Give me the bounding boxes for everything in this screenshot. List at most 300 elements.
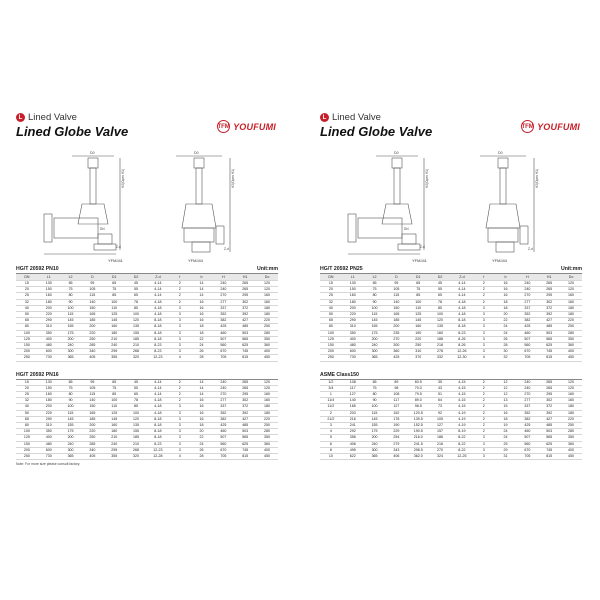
table-cell: 24 <box>191 441 213 447</box>
table-cell: 4-18 <box>451 305 473 311</box>
table-cell: 180 <box>256 312 278 318</box>
table-cell: 25 <box>320 293 342 299</box>
table-cell: 2 <box>473 404 495 410</box>
table-cell: 160 <box>256 398 278 404</box>
table-cell: 16 <box>191 410 213 416</box>
table-cell: 15 <box>495 404 517 410</box>
table-cell: 8-18 <box>147 429 169 435</box>
table-cell: 382 <box>516 318 538 324</box>
table-cell: 485 <box>538 324 560 330</box>
table-cell: 140 <box>81 398 103 404</box>
table-cell: 3 <box>320 423 342 429</box>
table-cell: 2 <box>473 380 495 386</box>
column-header: H <box>212 274 234 281</box>
table-cell: 18 <box>495 416 517 422</box>
table-cell: 180 <box>560 305 582 311</box>
table-cell: 4-14 <box>147 385 169 391</box>
table-cell: 392 <box>234 410 256 416</box>
table-cell: 25 <box>16 293 38 299</box>
table-cell: 560 <box>212 343 234 349</box>
table-cell: 28 <box>495 343 517 349</box>
table-cell: 20 <box>191 429 213 435</box>
table-cell: 480 <box>38 343 60 349</box>
table-cell: 372 <box>538 305 560 311</box>
table-cell: 240 <box>516 385 538 391</box>
table-cell: 270 <box>516 392 538 398</box>
table-cell: 14 <box>191 385 213 391</box>
table-cell: 460 <box>212 330 234 336</box>
table-cell: 80 <box>364 392 386 398</box>
table-cell: 507 <box>212 336 234 342</box>
table-cell: 200 <box>81 324 103 330</box>
table-cell: 16 <box>191 312 213 318</box>
table-cell: 26 <box>495 336 517 342</box>
table-cell: 8-18 <box>451 318 473 324</box>
table-cell: 8 <box>320 447 342 453</box>
table-cell: 19 <box>495 423 517 429</box>
table-cell: 290 <box>342 318 364 324</box>
table-cell: 360 <box>560 441 582 447</box>
table-cell: 250 <box>16 454 38 460</box>
table-cell: 55 <box>429 287 451 293</box>
table-cell: 8-19 <box>451 429 473 435</box>
table-cell: 310 <box>407 349 429 355</box>
table-cell: 12-28 <box>147 454 169 460</box>
table-cell: 22 <box>495 318 517 324</box>
table-cell: 8-23 <box>147 441 169 447</box>
table-cell: 130 <box>342 281 364 287</box>
table-cell: 14 <box>191 287 213 293</box>
table-cell: 145 <box>103 416 125 422</box>
table-cell: 240 <box>212 287 234 293</box>
table-cell: 150 <box>320 343 342 349</box>
table-cell: 98 <box>385 385 407 391</box>
page-title: Lined Globe Valve <box>320 124 433 139</box>
table-cell: 115 <box>364 312 386 318</box>
table-cell: 8-18 <box>147 423 169 429</box>
zd-label: Z-d <box>528 247 533 251</box>
table-cell: 65 <box>407 281 429 287</box>
table-cell: 90 <box>60 398 82 404</box>
table-cell: 352 <box>516 410 538 416</box>
column-header: L1 <box>342 274 364 281</box>
table-cell: 277 <box>516 299 538 305</box>
table-cell: 8-18 <box>147 330 169 336</box>
table-cell: 16 <box>495 281 517 287</box>
table-cell: 278 <box>429 349 451 355</box>
table-cell: 4-18 <box>147 312 169 318</box>
table-cell: 18 <box>191 423 213 429</box>
table-cell: 279 <box>385 441 407 447</box>
table-cell: 2 <box>473 410 495 416</box>
table-cell: 11/2 <box>320 404 342 410</box>
table-cell: 75 <box>60 287 82 293</box>
table-cell: 145 <box>364 416 386 422</box>
table-cell: 28 <box>191 355 213 361</box>
table-cell: 277 <box>212 398 234 404</box>
table-cell: 32 <box>320 299 342 305</box>
table-cell: 180 <box>103 429 125 435</box>
table-cell: 425 <box>516 423 538 429</box>
table-cell: 200 <box>60 336 82 342</box>
table-cell: 352 <box>516 312 538 318</box>
table-cell: 5 <box>320 435 342 441</box>
table-cell: 295 <box>538 293 560 299</box>
table-cell: 92 <box>429 410 451 416</box>
table-cell: 250 <box>256 324 278 330</box>
table-cell: 3 <box>169 324 191 330</box>
table-cell: 165 <box>81 410 103 416</box>
table-cell: 80 <box>16 423 38 429</box>
table-cell: 200 <box>342 305 364 311</box>
table-cell: 120 <box>560 287 582 293</box>
table-cell: 3 <box>169 318 191 324</box>
table-cell: 240 <box>60 343 82 349</box>
footnote: Note: For more size please consult factory. <box>16 462 81 467</box>
d0-label: D0 <box>394 151 399 155</box>
column-header: D2 <box>429 274 451 281</box>
table-cell: 370 <box>407 355 429 361</box>
table-cell: 65 <box>429 293 451 299</box>
table-cell: 745 <box>538 349 560 355</box>
table-cell: 2 <box>320 410 342 416</box>
table-cell: 365 <box>364 355 386 361</box>
table-cell: 705 <box>516 355 538 361</box>
table-cell: 3/4 <box>320 385 342 391</box>
table-cell: 8-26 <box>451 336 473 342</box>
table-cell: 50 <box>16 312 38 318</box>
table-cell: 210 <box>103 336 125 342</box>
brand-mark-icon: L <box>320 113 329 122</box>
table-cell: 80 <box>320 324 342 330</box>
table-cell: 4 <box>169 454 191 460</box>
table-cell: 406 <box>342 441 364 447</box>
catalog-page-left <box>16 112 278 466</box>
table-cell: 365 <box>60 355 82 361</box>
table-cell: 180 <box>38 398 60 404</box>
table-cell: 280 <box>256 429 278 435</box>
table-cell: 324 <box>429 454 451 460</box>
table-cell: 250 <box>560 324 582 330</box>
column-header: b <box>495 274 517 281</box>
table-cell: 8-18 <box>451 324 473 330</box>
table-cell: 229 <box>385 429 407 435</box>
table-cell: 3 <box>473 454 495 460</box>
table-cell: 350 <box>560 435 582 441</box>
table-cell: 495 <box>342 447 364 453</box>
table-cell: 110 <box>407 305 429 311</box>
table-cell: 4-15 <box>451 398 473 404</box>
table-cell: 4 <box>320 429 342 435</box>
brand-logo <box>217 120 276 133</box>
table-cell: 31 <box>495 454 517 460</box>
table-cell: 12-26 <box>451 349 473 355</box>
table-cell: 115 <box>81 392 103 398</box>
table-cell: 185 <box>81 318 103 324</box>
table-cell: 360 <box>256 343 278 349</box>
table-cell: 365 <box>364 454 386 460</box>
table-cell: 100 <box>16 330 38 336</box>
table-cell: 240 <box>364 441 386 447</box>
table-cell: 65 <box>364 281 386 287</box>
table-row <box>16 355 278 361</box>
table-cell: 400 <box>38 435 60 441</box>
table-cell: 12 <box>495 392 517 398</box>
table-cell: 815 <box>538 355 560 361</box>
table-cell: 503 <box>538 429 560 435</box>
table-cell: 2 <box>473 429 495 435</box>
table-cell: 100 <box>407 299 429 305</box>
table-cell: 3 <box>169 410 191 416</box>
table-cell: 14 <box>191 281 213 287</box>
table-cell: 405 <box>81 454 103 460</box>
table-cell: 73 <box>429 404 451 410</box>
table-cell: 35 <box>429 380 451 386</box>
table-cell: 10 <box>320 454 342 460</box>
table-cell: 4-18 <box>147 404 169 410</box>
table-cell: 1/2 <box>320 380 342 386</box>
table-cell: 360 <box>560 343 582 349</box>
table-cell: 185 <box>385 318 407 324</box>
table-cell: 100 <box>103 299 125 305</box>
table-cell: 100 <box>125 410 147 416</box>
table-cell: 130 <box>38 380 60 386</box>
table-cell: 3 <box>473 435 495 441</box>
table-cell: 135 <box>125 423 147 429</box>
table-cell: 65 <box>320 318 342 324</box>
table-cell: 300 <box>364 349 386 355</box>
table-cell: 180 <box>560 410 582 416</box>
table-cell: 12 <box>495 385 517 391</box>
table-cell: 16 <box>191 318 213 324</box>
table-cell: 250 <box>81 336 103 342</box>
table-cell: 160 <box>256 392 278 398</box>
table-cell: 160 <box>560 392 582 398</box>
table-cell: 425 <box>516 324 538 330</box>
table-cell: 14 <box>191 392 213 398</box>
table-cell: 13 <box>495 398 517 404</box>
tfm-logo-icon: TFM <box>217 120 230 133</box>
table-cell: 8-18 <box>147 435 169 441</box>
table-cell: 360 <box>256 441 278 447</box>
table-cell: 705 <box>212 355 234 361</box>
table-heading <box>16 371 278 378</box>
brand-mark-icon: L <box>16 113 25 122</box>
table-cell: 105 <box>385 287 407 293</box>
table-cell: 160 <box>38 392 60 398</box>
table-cell: 450 <box>256 355 278 361</box>
table-cell: 12-23 <box>147 447 169 453</box>
table-cell: 100 <box>125 312 147 318</box>
table-cell: 265 <box>234 287 256 293</box>
table-cell: 145 <box>60 318 82 324</box>
table-cell: 155 <box>364 324 386 330</box>
table-cell: 565 <box>538 336 560 342</box>
table-cell: 125 <box>16 336 38 342</box>
table-cell: 270 <box>516 293 538 299</box>
table-cell: 565 <box>538 435 560 441</box>
column-header: b <box>191 274 213 281</box>
table-cell: 2 <box>473 392 495 398</box>
table-cell: 115 <box>385 293 407 299</box>
table-cell: 78 <box>125 398 147 404</box>
table-cell: 265 <box>538 281 560 287</box>
h-open-label: H2(Open H1) <box>121 169 125 188</box>
table-cell: 240 <box>212 380 234 386</box>
table-cell: 16 <box>495 410 517 416</box>
table-cell: 350 <box>342 330 364 336</box>
table-cell: 507 <box>212 435 234 441</box>
table-cell: 165 <box>342 404 364 410</box>
table-cell: 200 <box>60 435 82 441</box>
table-cell: 216.0 <box>407 435 429 441</box>
header-category: Lined Valve <box>332 112 381 123</box>
table-cell: 730 <box>38 454 60 460</box>
table-cell: 350 <box>38 330 60 336</box>
table-cell: 150 <box>16 441 38 447</box>
table-cell: 220 <box>407 336 429 342</box>
table-cell: 16 <box>495 293 517 299</box>
column-header: Do <box>256 274 278 281</box>
h-open-label: H2(Open H1) <box>231 169 235 188</box>
table-cell: 3 <box>169 349 191 355</box>
table-cell: 2 <box>473 287 495 293</box>
table-cell: 200 <box>16 349 38 355</box>
table-cell: 190 <box>385 423 407 429</box>
header-category: Lined Valve <box>28 112 77 123</box>
table-cell: 2 <box>473 423 495 429</box>
table-cell: 350 <box>560 336 582 342</box>
table-cell: 285 <box>81 441 103 447</box>
table-cell: 150 <box>38 385 60 391</box>
table-cell: 75 <box>103 287 125 293</box>
table-cell: 2 <box>473 398 495 404</box>
page-header <box>320 112 582 148</box>
table-cell: 3 <box>169 312 191 318</box>
table-cell: 85 <box>103 293 125 299</box>
table-cell: 220 <box>560 416 582 422</box>
table-cell: 75 <box>103 385 125 391</box>
table-cell: 2 <box>473 416 495 422</box>
model-label: YFMJ44 <box>492 258 507 263</box>
table-cell: 145 <box>364 318 386 324</box>
table-cell: 8-23 <box>147 343 169 349</box>
table-cell: 382 <box>212 416 234 422</box>
table-cell: 188 <box>429 336 451 342</box>
table-cell: 320 <box>125 355 147 361</box>
table-cell: 30 <box>495 349 517 355</box>
table-cell: 160 <box>560 293 582 299</box>
table-cell: 356 <box>342 435 364 441</box>
unit-label: Unit:mm <box>560 266 582 272</box>
table-cell: 2 <box>169 380 191 386</box>
table-cell: 392 <box>538 312 560 318</box>
table-cell: 100 <box>16 429 38 435</box>
table-cell: 4-15 <box>451 385 473 391</box>
table-cell: 65 <box>60 281 82 287</box>
table-cell: 55 <box>125 385 147 391</box>
column-header: H1 <box>234 274 256 281</box>
model-label: YFMJ44 <box>188 258 203 263</box>
table-cell: 60.5 <box>407 380 429 386</box>
table-cell: 16 <box>191 305 213 311</box>
table-cell: 425 <box>385 355 407 361</box>
column-header: H <box>516 274 538 281</box>
table-cell: 89.0 <box>407 398 429 404</box>
table-cell: 160 <box>560 299 582 305</box>
table-cell: 85 <box>125 305 147 311</box>
table-cell: 127 <box>342 392 364 398</box>
table-cell: 3 <box>473 305 495 311</box>
table-cell: 400 <box>38 336 60 342</box>
table-cell: 100 <box>103 398 125 404</box>
h-open-label: H2(Open H1) <box>535 169 539 188</box>
table-cell: 160 <box>429 330 451 336</box>
table-cell: 337 <box>516 404 538 410</box>
table-cell: 560 <box>516 343 538 349</box>
table-cell: 145 <box>103 318 125 324</box>
table-cell: 405 <box>81 355 103 361</box>
table-cell: 290 <box>38 416 60 422</box>
table-cell: 220 <box>560 318 582 324</box>
table-cell: 507 <box>516 435 538 441</box>
table-cell: 65 <box>364 380 386 386</box>
table-cell: 480 <box>38 441 60 447</box>
table-heading <box>16 265 278 272</box>
table-cell: 8-26 <box>451 343 473 349</box>
table-cell: 145 <box>407 318 429 324</box>
table-cell: 270 <box>429 447 451 453</box>
table-cell: 40 <box>16 404 38 410</box>
table-cell: 157 <box>429 429 451 435</box>
table-cell: 79.5 <box>407 392 429 398</box>
table-title: HG/T 20592 PN25 <box>320 266 363 272</box>
table-cell: 115 <box>364 410 386 416</box>
table-cell: 18 <box>191 324 213 330</box>
table-cell: 105 <box>81 287 103 293</box>
table-cell: 670 <box>516 447 538 453</box>
unit-label: Unit:mm <box>256 266 278 272</box>
table-cell: 95 <box>385 281 407 287</box>
table-cell: 815 <box>234 454 256 460</box>
table-cell: 2 <box>169 392 191 398</box>
zd-label: Z-d <box>420 245 425 249</box>
table-cell: 18 <box>191 330 213 336</box>
table-cell: 622 <box>342 454 364 460</box>
table-cell: 125 <box>16 435 38 441</box>
table-cell: 29 <box>495 447 517 453</box>
column-header: L2 <box>364 274 386 281</box>
table-cell: 216 <box>429 441 451 447</box>
table-cell: 115 <box>60 312 82 318</box>
column-header: f <box>169 274 191 281</box>
table-heading <box>320 371 582 378</box>
table-cell: 165 <box>385 312 407 318</box>
table-cell: 24 <box>495 330 517 336</box>
column-header: D2 <box>125 274 147 281</box>
table-cell: 155 <box>60 423 82 429</box>
column-header: Z-d <box>147 274 169 281</box>
table-cell: 503 <box>234 330 256 336</box>
h-open-label: H2(Open H1) <box>425 169 429 188</box>
table-cell: 745 <box>234 447 256 453</box>
table-cell: 14 <box>191 293 213 299</box>
column-header: Z-d <box>451 274 473 281</box>
table-cell: 3 <box>169 305 191 311</box>
table-cell: 365 <box>60 454 82 460</box>
brand-logo <box>521 120 580 133</box>
table-cell: 2 <box>473 385 495 391</box>
